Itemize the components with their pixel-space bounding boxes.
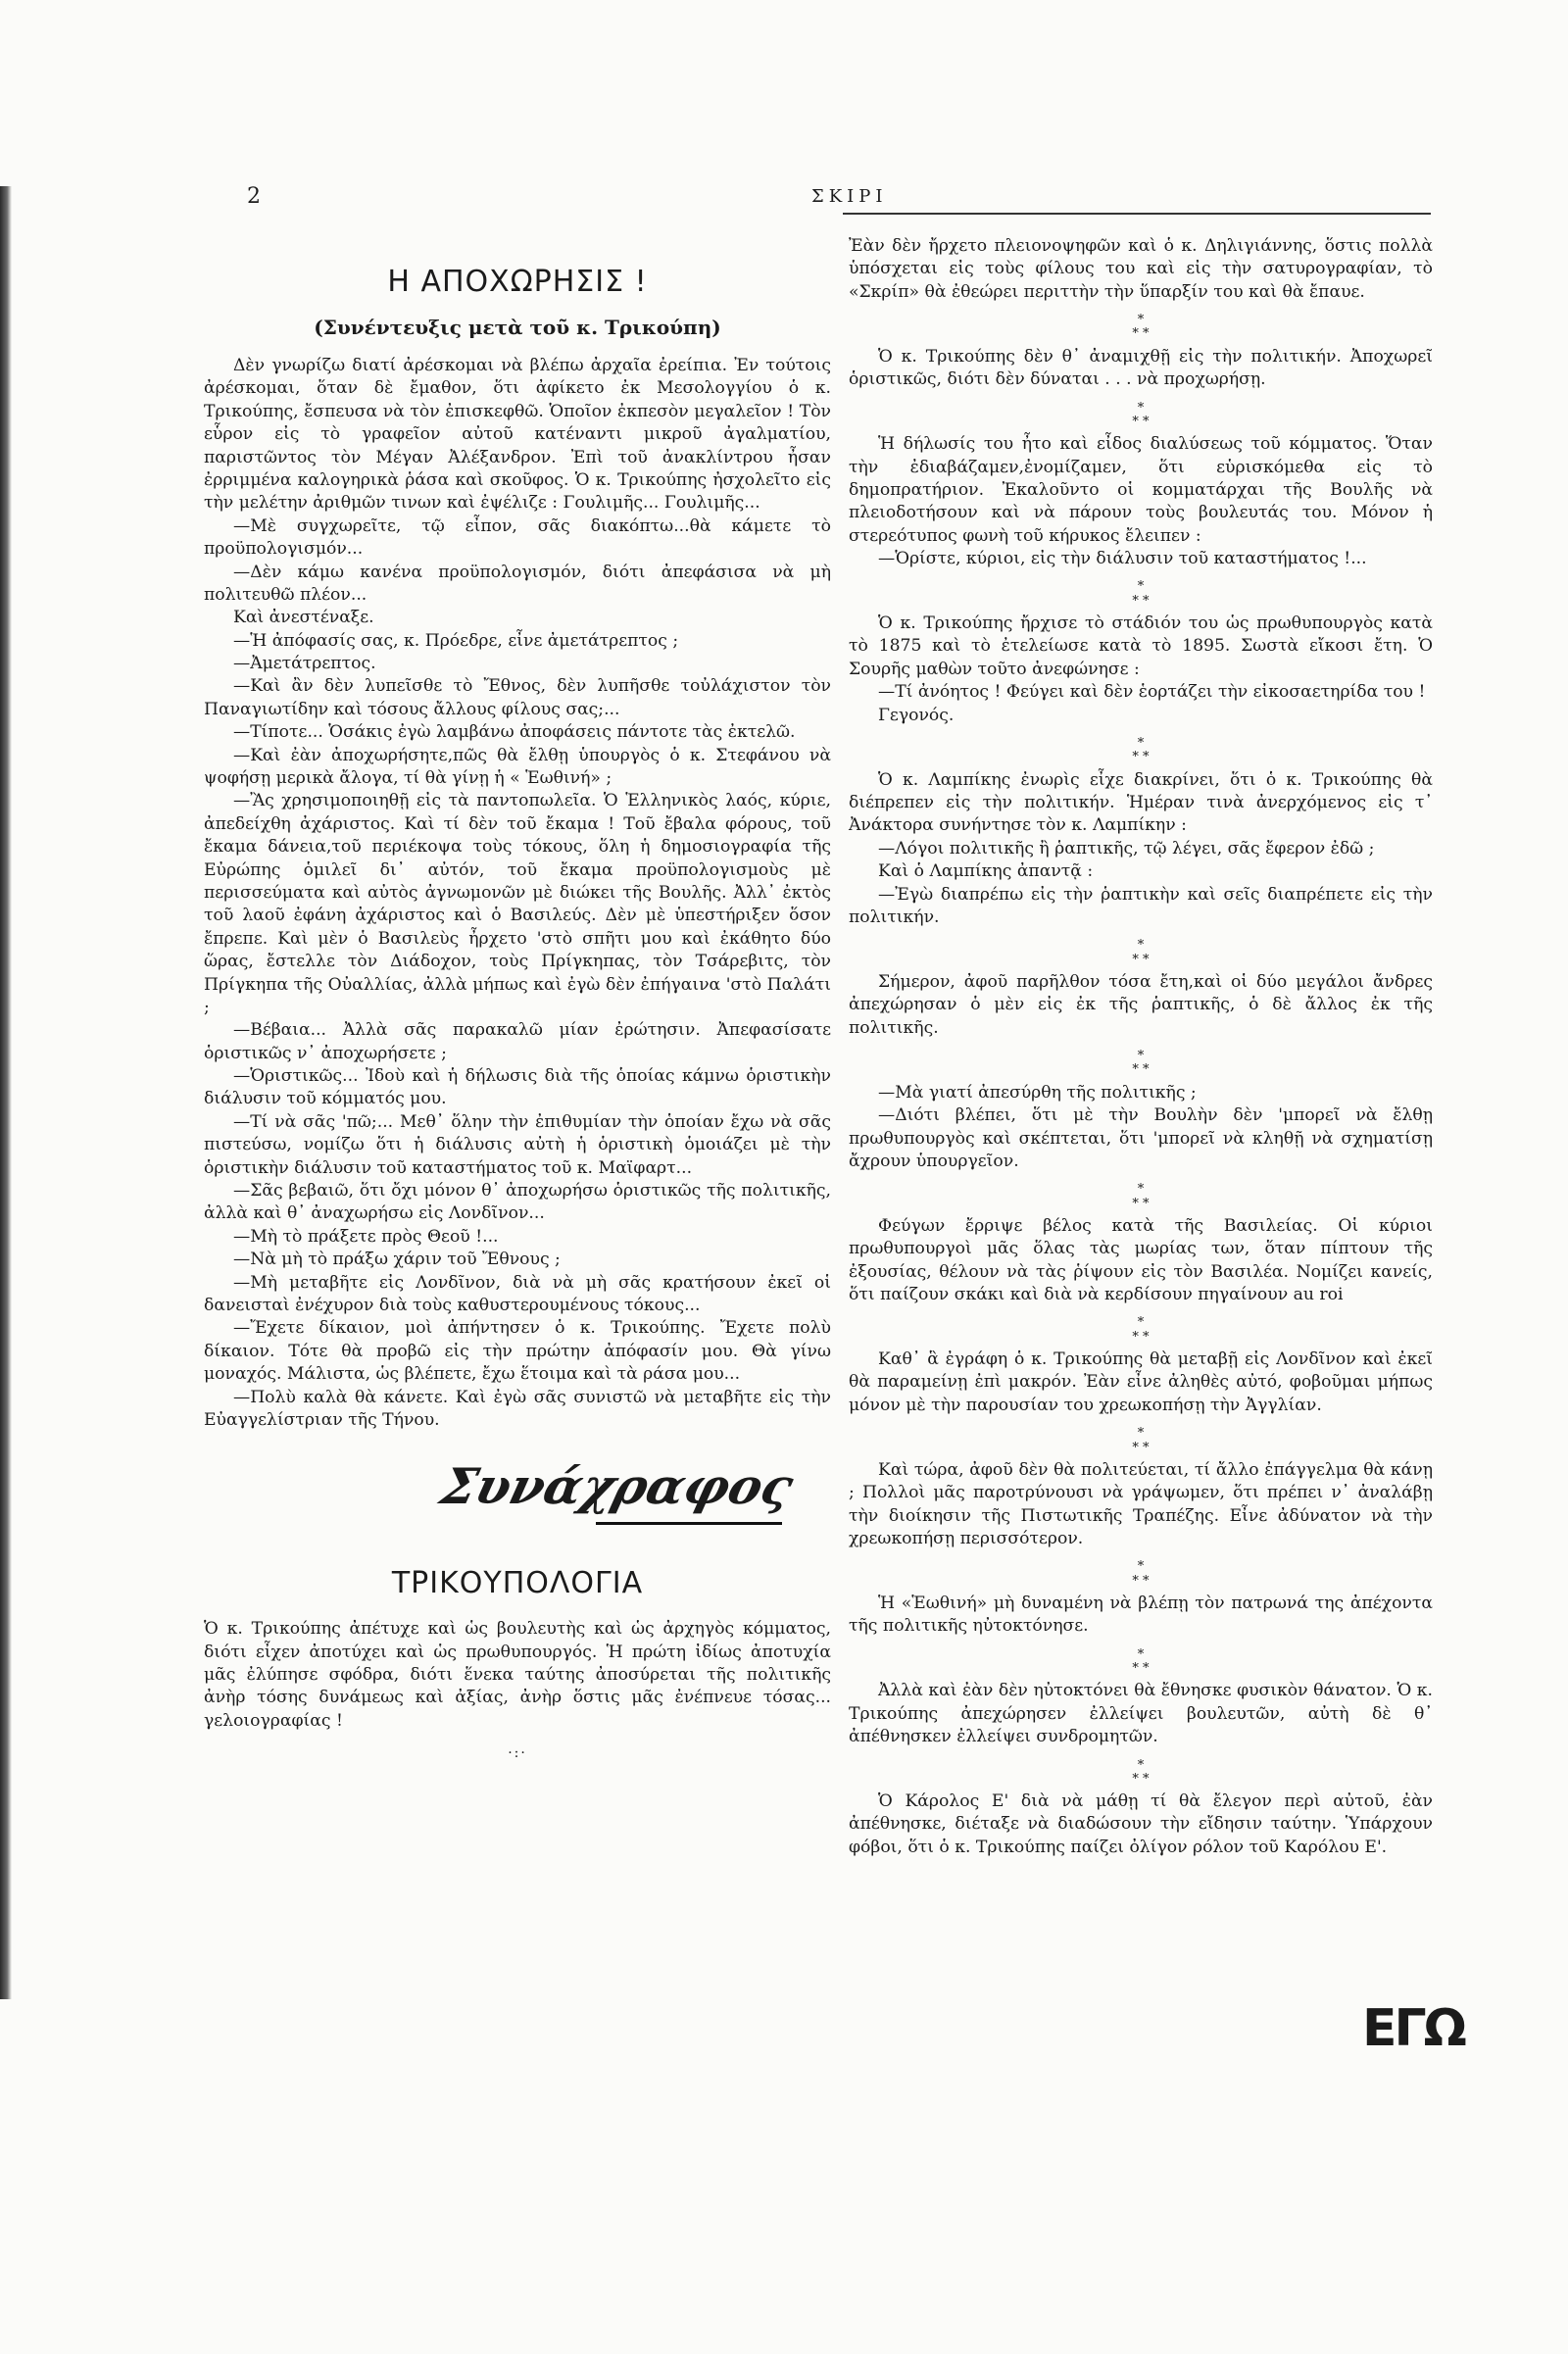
asterism-separator: * * *: [1132, 1182, 1150, 1211]
article-subtitle: (Συνέντευξις μετὰ τοῦ κ. Τρικούπη): [314, 315, 721, 339]
note-paragraph: —Λόγοι πολιτικῆς ἢ ῥαπτικῆς, τῷ λέγει, σᾶς ἔφερον ἐδῶ ;: [878, 838, 1375, 858]
page-number: 2: [247, 184, 261, 209]
section-title: ΤΡΙΚΟΥΠΟΛΟΓΙΑ: [391, 1566, 644, 1601]
article-paragraph: —Ἂς χρησιμοποιηθῇ εἰς τὰ παντοπωλεῖα. Ὁ Ἑλληνικὸς λαός, κύριε, ἀπεδείχθη ἀχάριστος. Καὶ τί δὲν τοῦ ἔκαμα ! Τοῦ ἔβαλα φόρους, τοῦ ἔκαμα δάνεια,τοῦ περιέκοψα τοὺς τόκους, ὅλη ἡ δημοσιογραφία τῆς Εὐρώπης ὁμιλεῖ δι᾿ αὐτόν, τοῦ ἔκαμα προϋπολογισμοὺς μὲ περισσεύματα καὶ αὐτὸς ἀγνωμονῶν μὲ διώκει τῆς Βουλῆς. Ἀλλ᾿ ἐκτὸς τοῦ λαοῦ ἐφάνη ἀχάριστος καὶ ὁ Βασιλεύς. Δὲν μὲ ὑπεστήριξεν ὅσον ἔπρεπε. Καὶ μὲν ὁ Βασιλεὺς ἦρχετο 'στὸ σπῆτι μου καὶ ἐκάθητο δύο ὥρας, ἔστελλε τὸν Διάδοχον, τοὺς Πρίγκηπας, τὸν Τσάρεβιτς, τὸν Πρίγκηπα τῆς Οὐαλλίας, ἀλλὰ μήπως καὶ ἐγὼ δὲν ἐπήγαινα 'στὸ Παλάτι ;: [204, 791, 831, 1017]
note-paragraph: Καθ᾿ ἃ ἐγράφη ὁ κ. Τρικούπης θὰ μεταβῇ εἰς Λονδῖνον καὶ ἐκεῖ θὰ παραμείνῃ ἐπὶ μακρόν. Ἐὰν εἶνε ἀληθὲς αὐτό, φοβοῦμαι μήπως μόνον μὲ τὴν παρουσίαν του χρεωκοπήσῃ τὴν Ἀγγλίαν.: [849, 1349, 1433, 1415]
binding-edge: [0, 186, 12, 1999]
asterism-separator: * * *: [1132, 400, 1150, 429]
article-paragraph: —Τί νὰ σᾶς 'πῶ;... Μεθ᾿ ὅλην τὴν ἐπιθυμίαν τὴν ὁποίαν ἔχω νὰ σᾶς πιστεύσω, νομίζω ὅτι ἡ διάλυσις αὐτὴ ἡ ὁριστικὴ ὁμοιάζει μὲ τὴν ὁριστικὴν διάλυσιν τοῦ καταστήματος τοῦ κ. Μαϊφαρτ...: [204, 1111, 831, 1178]
asterism-separator: * * *: [1132, 736, 1150, 765]
asterism-separator: * * *: [1132, 1315, 1150, 1345]
article-body: [204, 355, 831, 1432]
article-paragraph: —Τίποτε... Ὁσάκις ἐγὼ λαμβάνω ἀποφάσεις πάντοτε τὰς ἐκτελῶ.: [233, 722, 796, 743]
article-paragraph: —Ἀμετάτρεπτος.: [233, 654, 376, 674]
note-paragraph: Ὁ Κάρολος Ε' διὰ νὰ μάθῃ τί θὰ ἔλεγον περὶ αὐτοῦ, ἐὰν ἀπέθνησκε, διέταξε νὰ διαδώσουν τὴν εἴδησιν ταύτην. Ὑπάρχουν φόβοι, ὅτι ὁ κ. Τρικούπης παίζει ὀλίγον ρόλον τοῦ Καρόλου Ε'.: [849, 1791, 1433, 1857]
asterism-separator: * * *: [1132, 579, 1150, 609]
article-paragraph: —Πολὺ καλὰ θὰ κάνετε. Καὶ ἐγὼ σᾶς συνιστῶ νὰ μεταβῆτε εἰς τὴν Εὐαγγελίστριαν τῆς Τήνου.: [204, 1387, 831, 1430]
article-paragraph: Δὲν γνωρίζω διατί ἀρέσκομαι νὰ βλέπω ἀρχαῖα ἐρείπια. Ἐν τούτοις ἀρέσκομαι, ὅταν δὲ ἔμαθον, ὅτι ἀφίκετο ἐκ Μεσολογγίου ὁ κ. Τρικούπης, ἔσπευσα νὰ τὸν ἐπισκεφθῶ. Ὁποῖον ἐκπεσὸν μεγαλεῖον ! Τὸν εὗρον εἰς τὸ γραφεῖον αὐτοῦ κατέναντι μικροῦ ἀγαλματίου, παριστῶντος τὸν Μέγαν Ἀλέξανδρον. Ἐπὶ τοῦ ἀνακλίντρου ἦσαν ἐρριμμένα καλογηρικὰ ῥάσα καὶ σκοῦφος. Ὁ κ. Τρικούπης ἠσχολεῖτο εἰς τὴν μελέτην ἀριθμῶν τινων καὶ ἐψέλιζε : Γουλιμῆς... Γουλιμῆς...: [204, 355, 831, 514]
note-paragraph: —Ἐγὼ διαπρέπω εἰς τὴν ῥαπτικὴν καὶ σεῖς διαπρέπετε εἰς τὴν πολιτικήν.: [849, 884, 1433, 927]
asterism-separator: * * *: [1132, 1049, 1150, 1078]
article-title: Η ΑΠΟΧΩΡΗΣΙΣ !: [387, 265, 648, 299]
note-paragraph: Ἡ δήλωσίς του ἦτο καὶ εἶδος διαλύσεως τοῦ κόμματος. Ὅταν τὴν ἐδιαβάζαμεν,ἐνομίζαμεν, ὅτι εὑρισκόμεθα εἰς τὸ δημοπρατήριον. Ἐκαλοῦντο οἱ κομματάρχαι τῆς Βουλῆς νὰ πλειοδοτήσουν καὶ νὰ πάρουν τοὺς βουλευτάς του. Μόνον ἡ στερεότυπος φωνὴ τοῦ κήρυκος ἔλειπεν :: [849, 434, 1433, 546]
note-paragraph: Ἡ «Ἑωθινή» μὴ δυναμένη νὰ βλέπῃ τὸν πατρωνά της ἀπέχοντα τῆς πολιτικῆς ηὐτοκτόνησε.: [849, 1593, 1433, 1637]
note-paragraph: Σήμερον, ἀφοῦ παρῆλθον τόσα ἔτη,καὶ οἱ δύο μεγάλοι ἄνδρες ἀπεχώρησαν ὁ μὲν εἰς ἐκ τῆς ῥαπτικῆς, ὁ δὲ ἄλλος ἐκ τῆς πολιτικῆς.: [849, 971, 1433, 1038]
asterism-separator: * * *: [1132, 1426, 1150, 1455]
signature-underline: [596, 1522, 782, 1525]
note-paragraph: —Τί ἀνόητος ! Φεύγει καὶ δὲν ἑορτάζει τὴν εἰκοσαετηρίδα του !: [878, 682, 1426, 703]
header-rule: [843, 213, 1431, 215]
author-signature: Συνάχραφος: [434, 1457, 800, 1516]
article-paragraph: —Νὰ μὴ τὸ πράξω χάριν τοῦ Ἔθνους ;: [233, 1250, 561, 1270]
article-paragraph: Καὶ ἀνεστέναξε.: [233, 608, 374, 628]
article-paragraph: —Ἡ ἀπόφασίς σας, κ. Πρόεδρε, εἶνε ἀμετάτρεπτος ;: [233, 630, 679, 651]
article-paragraph: —Μὲ συγχωρεῖτε, τῷ εἶπον, σᾶς διακόπτω...θὰ κάμετε τὸ προϋπολογισμόν...: [204, 515, 831, 560]
asterism-separator: * * *: [1132, 938, 1150, 967]
note-paragraph: Ὁ κ. Τρικούπης δὲν θ᾿ ἀναμιχθῇ εἰς τὴν πολιτικήν. Ἀποχωρεῖ ὁριστικῶς, διότι δὲν δύναται . . . νὰ προχωρήσῃ.: [849, 346, 1433, 390]
note-paragraph: —Ὁρίστε, κύριοι, εἰς τὴν διάλυσιν τοῦ καταστήματος !...: [878, 549, 1367, 569]
ornament: ·:·: [508, 1745, 527, 1762]
note-paragraph: Γεγονός.: [878, 705, 955, 725]
brand-mark: ΕΓΩ: [1362, 1999, 1464, 2058]
article-paragraph: —Καὶ ἐὰν ἀποχωρήσητε,πῶς θὰ ἔλθῃ ὑπουργὸς ὁ κ. Στεφάνου νὰ ψοφήσῃ μερικὰ ἄλογα, τί θὰ γίνῃ ἡ « Ἑωθινή» ;: [204, 745, 831, 789]
left-column: [204, 263, 831, 1769]
note-paragraph: —Διότι βλέπει, ὅτι μὲ τὴν Βουλὴν δὲν 'μπορεῖ νὰ ἔλθῃ πρωθυπουργὸς καὶ σκέπτεται, ὅτι 'μπορεῖ νὰ κληθῇ νὰ σχηματίσῃ ἄχρουν ὑπουργεῖον.: [849, 1105, 1433, 1171]
note-paragraph: Ἀλλὰ καὶ ἐὰν δὲν ηὐτοκτόνει θὰ ἔθνησκε φυσικὸν θάνατον. Ὁ κ. Τρικούπης ἀπεχώρησεν ἐλλείψει βουλευτῶν, αὐτὴ δὲ θ᾿ ἀπέθνησκεν ἐλλείψει συνδρομητῶν.: [849, 1681, 1433, 1747]
section-body: Ὁ κ. Τρικούπης ἀπέτυχε καὶ ὡς βουλευτὴς καὶ ὡς ἀρχηγὸς κόμματος, διότι εἶχεν ἀποτύχει καὶ ὡς πρωθυπουργός. Ἡ πρώτη ἰδίως ἀποτυχία μᾶς ἐλύπησε σφόδρα, διότι ἕνεκα ταύτης ἀποσύρεται τῆς πολιτικῆς ἀνὴρ τόσης δυνάμεως καὶ ἀξίας, ἀνὴρ ὅστις μᾶς ἐνέπνευε τόσας... γελοιογραφίας !: [204, 1619, 831, 1731]
right-column: [849, 235, 1433, 1859]
note-paragraph: Καὶ τώρα, ἀφοῦ δὲν θὰ πολιτεύεται, τί ἄλλο ἐπάγγελμα θὰ κάνῃ ; Πολλοὶ μᾶς παροτρύνουσι νὰ γράψωμεν, ὅτι πρέπει ν᾿ ἀναλάβῃ τὴν διοίκησιν τῆς Πιστωτικῆς Τραπέζης. Εἶνε ἀδύνατον νὰ τὴν χρεωκοπήσῃ περισσότερον.: [849, 1459, 1433, 1548]
article-paragraph: —Ὁριστικῶς... Ἰδοὺ καὶ ἡ δήλωσις διὰ τῆς ὁποίας κάμνω ὁριστικὴν διάλυσιν τοῦ κόμματός μου.: [204, 1066, 831, 1109]
article-paragraph: —Βέβαια... Ἀλλὰ σᾶς παρακαλῶ μίαν ἐρώτησιν. Ἀπεφασίσατε ὁριστικῶς ν᾿ ἀποχωρήσετε ;: [204, 1020, 831, 1063]
article-paragraph: —Μὴ τὸ πράξετε πρὸς Θεοῦ !...: [233, 1226, 499, 1247]
note-paragraph: Ὁ κ. Τρικούπης ἤρχισε τὸ στάδιόν του ὡς πρωθυπουργὸς κατὰ τὸ 1875 καὶ τὸ ἐτελείωσε κατὰ τὸ 1895. Σωστὰ εἴκοσι ἔτη. Ὁ Σουρῆς μαθὼν τοῦτο ἀνεφώνησε :: [849, 613, 1433, 679]
asterism-separator: * * *: [1132, 1559, 1150, 1589]
column-notes: [849, 235, 1433, 1859]
note-paragraph: Ὁ κ. Λαμπίκης ἐνωρὶς εἶχε διακρίνει, ὅτι ὁ κ. Τρικούπης θὰ διέπρεπεν εἰς τὴν πολιτικήν. Ἡμέραν τινὰ ἀνερχόμενος εἰς τ᾿ Ἀνάκτορα συνήντησε τὸν κ. Λαμπίκην :: [849, 769, 1433, 836]
asterism-separator: * * *: [1132, 1646, 1150, 1677]
article-paragraph: —Ἔχετε δίκαιον, μοὶ ἀπήντησεν ὁ κ. Τρικούπης. Ἔχετε πολὺ δίκαιον. Τότε θὰ προβῶ εἰς τὴν πρώτην ἀπόφασίν μου. Θὰ γίνω μοναχός. Μάλιστα, ὡς βλέπετε, ἔχω ἕτοιμα καὶ τὰ ράσα μου...: [204, 1318, 831, 1385]
asterism-separator: * * *: [1132, 1757, 1150, 1787]
note-paragraph: Φεύγων ἔρριψε βέλος κατὰ τῆς Βασιλείας. Οἱ κύριοι πρωθυπουργοὶ μᾶς ὅλας τὰς μωρίας των, ὅταν πίπτουν τῆς ἐξουσίας, θέλουν νὰ τὰς ῥίψουν εἰς τὸν Βασιλέα. Νομίζει κανείς, ὅτι παίζουν σκάκι καὶ διὰ νὰ κερδίσουν πηγαίνουν au roi: [849, 1215, 1433, 1305]
note-paragraph: —Μὰ γιατί ἀπεσύρθη τῆς πολιτικῆς ;: [878, 1082, 1197, 1103]
article-paragraph: —Μὴ μεταβῆτε εἰς Λονδῖνον, διὰ νὰ μὴ σᾶς κρατήσουν ἐκεῖ οἱ δανεισταὶ ἐνέχυρον διὰ τοὺς καθυστερουμένους τόκους...: [204, 1272, 831, 1315]
asterism-separator: * * *: [1132, 313, 1150, 342]
running-head: ΣΚΙΡΙ: [811, 186, 888, 207]
note-paragraph: Καὶ ὁ Λαμπίκης ἀπαντᾷ :: [878, 861, 1094, 882]
article-paragraph: —Δὲν κάμω κανένα προϋπολογισμόν, διότι ἀπεφάσισα νὰ μὴ πολιτευθῶ πλέον...: [204, 562, 831, 605]
note-paragraph: Ἐὰν δὲν ἤρχετο πλειονοψηφῶν καὶ ὁ κ. Δηλιγιάννης, ὅστις πολλὰ ὑπόσχεται εἰς τοὺς φίλους του καὶ εἰς τὴν σατυρογραφίαν, τὸ «Σκρίπ» θὰ ἐθεώρει περιττὴν τὴν ὕπαρξίν του καὶ θὰ ἔπαυε.: [849, 236, 1433, 302]
article-paragraph: —Σᾶς βεβαιῶ, ὅτι ὄχι μόνον θ᾿ ἀποχωρήσω ὁριστικῶς τῆς πολιτικῆς, ἀλλὰ καὶ θ᾿ ἀναχωρήσω εἰς Λονδῖνον...: [204, 1181, 831, 1224]
article-paragraph: —Καὶ ἂν δὲν λυπεῖσθε τὸ Ἔθνος, δὲν λυπῆσθε τοὐλάχιστον τὸν Παναγιωτίδην καὶ τόσους ἄλλους φίλους σας;...: [204, 676, 831, 719]
